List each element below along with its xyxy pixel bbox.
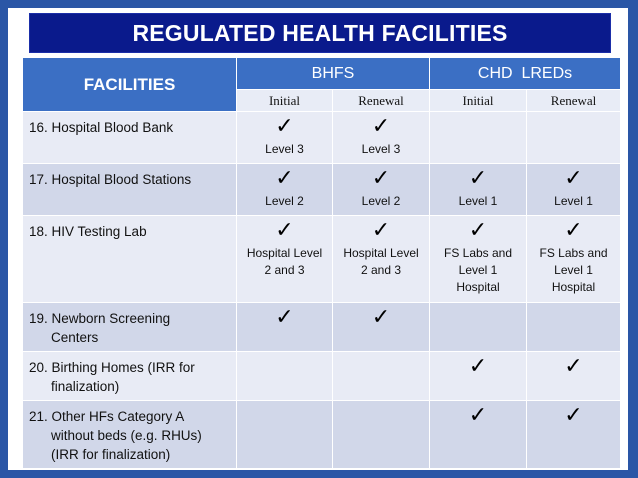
check-icon: ✓ [564,166,583,191]
cell-note: Level 3 [265,142,304,156]
table-row [23,216,621,303]
bhfs-header: BHFS [237,58,430,90]
cell-note-line: Hospital Level [246,246,323,260]
cell-note-line: Level 1 [458,263,498,277]
status-cell [237,352,333,401]
status-cell [527,112,621,164]
facility-label: 17. Hospital Blood Stations [23,164,237,216]
slide-title: REGULATED HEALTH FACILITIES [30,14,610,52]
check-icon: ✓ [371,166,391,191]
facility-label: 21. Other HFs Category A without beds (e.g. RHUs) (IRR for finalization) [23,401,237,469]
facility-label: 20. Birthing Homes (IRR for finalization) [23,352,237,401]
cell-note-line: Hospital Level [343,246,419,260]
cell-note-line: Level 1 [554,263,593,277]
check-icon: ✓ [371,305,391,330]
facilities-header: FACILITIES [23,58,237,112]
check-icon: ✓ [371,114,391,139]
cell-note-line: 2 and 3 [360,263,402,277]
status-cell [527,216,621,303]
check-icon: ✓ [468,403,488,428]
status-cell [430,352,527,401]
status-cell [527,352,621,401]
table-row [23,401,621,469]
status-cell [527,303,621,352]
bhfs-renewal-header: Renewal [333,90,430,112]
status-cell [430,164,527,216]
status-cell [333,164,430,216]
check-icon: ✓ [275,218,294,243]
status-cell [527,401,621,469]
status-cell [237,401,333,469]
chd-initial-header: Initial [430,90,527,112]
status-cell [333,303,430,352]
cell-note: Level 1 [554,194,593,208]
check-icon: ✓ [275,114,294,139]
status-cell [237,112,333,164]
cell-note-line: FS Labs and [443,246,513,260]
check-icon: ✓ [468,218,488,243]
status-cell [237,303,333,352]
table-row [23,112,621,164]
check-icon: ✓ [275,305,294,330]
status-cell [333,352,430,401]
table-row [23,164,621,216]
status-cell [527,164,621,216]
chd-lreds-header: CHD LREDs [430,58,621,90]
check-icon: ✓ [468,166,488,191]
status-cell [333,401,430,469]
status-cell [430,401,527,469]
status-cell [333,112,430,164]
facility-label: 18. HIV Testing Lab [23,216,237,303]
table-row [23,303,621,352]
status-cell [430,216,527,303]
chd-renewal-header: Renewal [527,90,621,112]
status-cell [333,216,430,303]
status-cell [430,303,527,352]
cell-note: Level 2 [265,194,304,208]
bhfs-initial-header: Initial [237,90,333,112]
cell-note: Level 1 [458,194,498,208]
cell-note: Level 2 [361,194,401,208]
cell-note-line: FS Labs and [539,246,608,260]
check-icon: ✓ [371,218,391,243]
cell-note-line: 2 and 3 [264,263,305,277]
status-cell [237,164,333,216]
cell-note-line: Hospital [456,280,500,294]
facility-label: 19. Newborn Screening Centers [23,303,237,352]
check-icon: ✓ [564,403,583,428]
cell-note-line: Hospital [551,280,596,294]
facilities-table [22,57,621,469]
cell-note: Level 3 [361,142,401,156]
check-icon: ✓ [564,354,583,379]
check-icon: ✓ [275,166,294,191]
check-icon: ✓ [468,354,488,379]
status-cell [237,216,333,303]
table-row [23,352,621,401]
facility-label: 16. Hospital Blood Bank [23,112,237,164]
status-cell [430,112,527,164]
check-icon: ✓ [564,218,583,243]
